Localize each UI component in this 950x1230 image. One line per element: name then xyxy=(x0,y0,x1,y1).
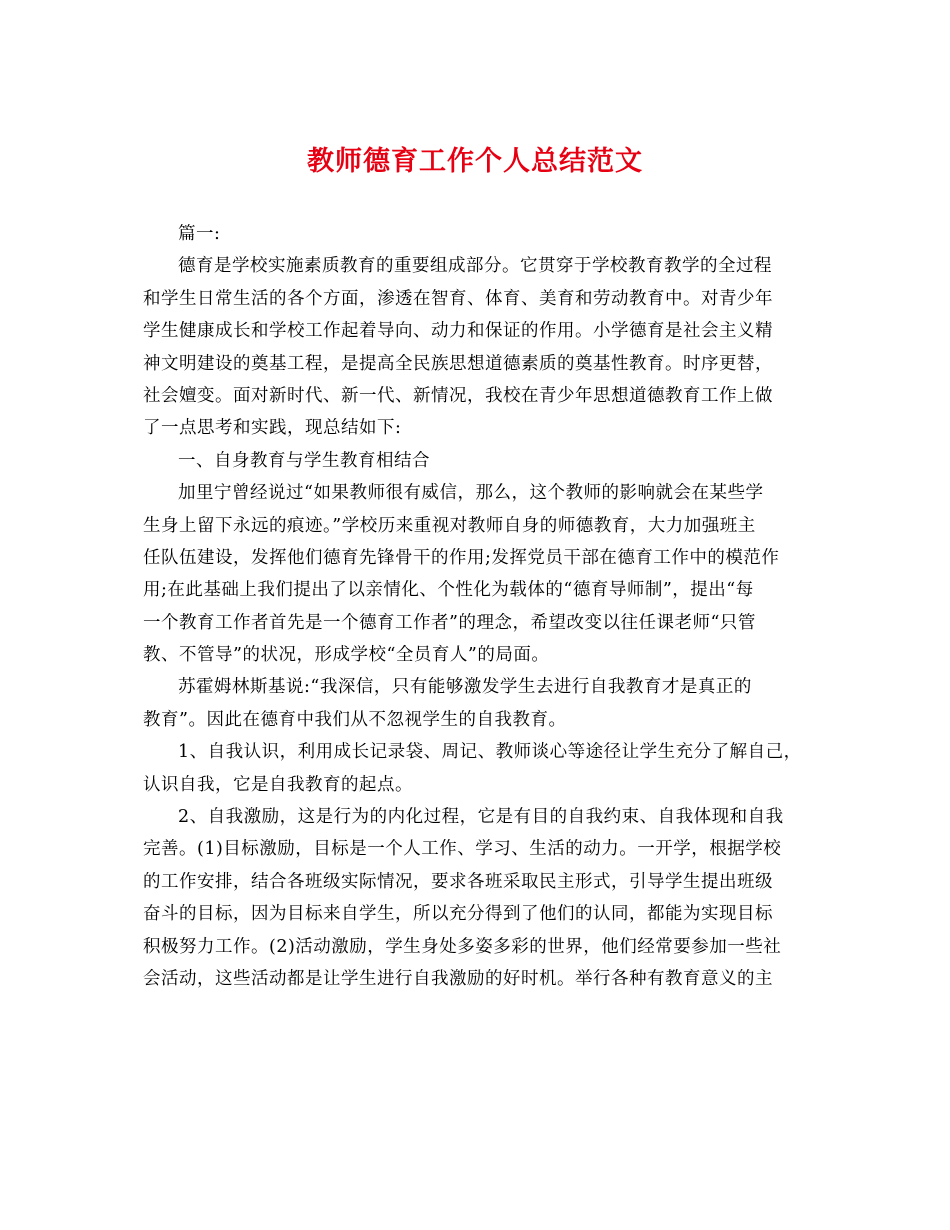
text-line: 社会嬗变。面对新时代、新一代、新情况，我校在青少年思想道德教育工作上做 xyxy=(143,385,773,406)
text-line: 了一点思考和实践，现总结如下: xyxy=(143,418,402,439)
text-line: 完善。(1)目标激励，目标是一个人工作、学习、生活的动力。一开学，根据学校 xyxy=(143,839,782,860)
text-line: 认识自我，它是自我教育的起点。 xyxy=(143,774,413,795)
text-line: 积极努力工作。(2)活动激励，学生身处多姿多彩的世界，他们经常要参加一些社 xyxy=(143,936,782,957)
text-line: 奋斗的目标，因为目标来自学生，所以充分得到了他们的认同，都能为实现目标 xyxy=(143,904,773,925)
text-line: 苏霍姆林斯基说:“我深信，只有能够激发学生去进行自我教育才是真正的 xyxy=(178,677,752,698)
text-line: 教育”。因此在德育中我们从不忽视学生的自我教育。 xyxy=(143,709,567,730)
document-body xyxy=(143,218,808,995)
text-line: 一个教育工作者首先是一个德育工作者”的理念，希望改变以往任课老师“只管 xyxy=(143,612,756,633)
text-line: 1、自我认识，利用成长记录袋、周记、教师谈心等途径让学生充分了解自己， xyxy=(178,742,802,763)
document-title: 教师德育工作个人总结范文 xyxy=(307,146,643,177)
text-line: 的工作安排，结合各班级实际情况，要求各班采取民主形式，引导学生提出班级 xyxy=(143,871,773,892)
text-line: 加里宁曾经说过“如果教师很有威信，那么，这个教师的影响就会在某些学 xyxy=(178,483,764,504)
text-line: 篇一: xyxy=(178,224,221,244)
text-line: 一、自身教育与学生教育相结合 xyxy=(178,450,430,471)
text-line: 任队伍建设，发挥他们德育先锋骨干的作用;发挥党员干部在德育工作中的模范作 xyxy=(143,547,780,568)
text-line: 学生健康成长和学校工作起着导向、动力和保证的作用。小学德育是社会主义精 xyxy=(143,321,773,342)
text-line: 会活动，这些活动都是让学生进行自我激励的好时机。举行各种有教育意义的主 xyxy=(143,968,773,989)
text-line: 德育是学校实施素质教育的重要组成部分。它贯穿于学校教育教学的全过程 xyxy=(178,256,772,277)
text-line: 神文明建设的奠基工程，是提高全民族思想道德素质的奠基性教育。时序更替， xyxy=(143,353,773,374)
text-line: 和学生日常生活的各个方面，渗透在智育、体育、美育和劳动教育中。对青少年 xyxy=(143,288,773,309)
text-line: 教、不管导”的状况，形成学校“全员育人”的局面。 xyxy=(143,645,550,666)
text-line: 生身上留下永远的痕迹。”学校历来重视对教师自身的师德教育，大力加强班主 xyxy=(143,515,756,536)
text-line: 用;在此基础上我们提出了以亲情化、个性化为载体的“德育导师制”，提出“每 xyxy=(143,580,754,601)
text-line: 2、自我激励，这是行为的内化过程，它是有目的自我约束、自我体现和自我 xyxy=(178,807,784,828)
